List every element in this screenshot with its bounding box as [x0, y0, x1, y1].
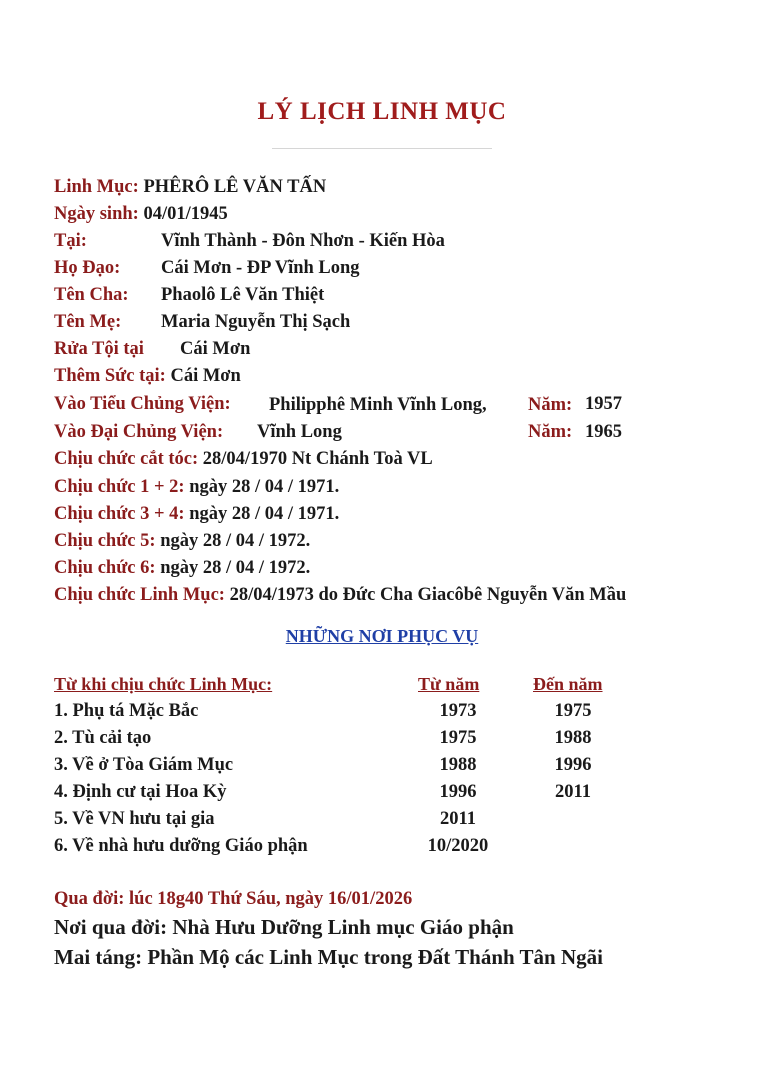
label-tai: Tại:: [54, 231, 87, 251]
label-chuc-3-4: Chịu chức 3 + 4:: [54, 504, 185, 524]
row-ngay-sinh: [54, 203, 228, 225]
label-ten-cha: Tên Cha:: [54, 285, 129, 305]
row-linh-muc: [54, 176, 326, 198]
service-place: 4. Định cư tại Hoa Kỳ: [54, 782, 227, 802]
value-cat-toc: 28/04/1970 Nt Chánh Toà VL: [202, 449, 433, 469]
row-chuc-1-2: [54, 476, 339, 498]
burial-place: Mai táng: Phần Mộ các Linh Mục trong Đất Thánh Tân Ngãi: [54, 945, 603, 969]
title-divider: [272, 148, 492, 149]
service-from: 1973: [439, 701, 477, 721]
service-place: 6. Về nhà hưu dưỡng Giáo phận: [54, 836, 308, 856]
service-row: [54, 781, 226, 803]
service-row: [54, 727, 151, 749]
service-from: 1996: [439, 782, 477, 802]
value-chuc-6: ngày 28 / 04 / 1972.: [160, 558, 311, 578]
service-place: 5. Về VN hưu tại gia: [54, 809, 215, 829]
value-ho-dao: Cái Mơn - ĐP Vĩnh Long: [161, 258, 360, 278]
value-dai-chung-vien: Vĩnh Long: [257, 422, 342, 442]
row-them-suc: [54, 365, 241, 387]
label-nam-dai: Năm:: [528, 422, 573, 442]
service-from: 1975: [439, 728, 477, 748]
document-title: LÝ LỊCH LINH MỤC: [257, 98, 507, 125]
service-to: 1988: [554, 728, 592, 748]
label-linh-muc: Linh Mục:: [54, 177, 139, 197]
label-chuc-6: Chịu chức 6:: [54, 558, 156, 578]
row-chuc-linh-muc: [54, 584, 626, 606]
service-place: 2. Tù cải tạo: [54, 728, 152, 748]
service-place: 3. Về ở Tòa Giám Mục: [54, 755, 234, 775]
service-from: 2011: [440, 809, 476, 829]
label-rua-toi: Rửa Tội tại: [54, 339, 144, 359]
value-chuc-linh-muc: 28/04/1973 do Đức Cha Giacôbê Nguyễn Văn Mầu: [229, 585, 627, 605]
value-ten-me: Maria Nguyễn Thị Sạch: [161, 312, 351, 332]
col-header-place: Từ khi chịu chức Linh Mục:: [54, 674, 273, 694]
label-ten-me: Tên Mẹ:: [54, 312, 122, 332]
label-dai-chung-vien: Vào Đại Chủng Viện:: [54, 422, 224, 442]
value-ten-cha: Phaolô Lê Văn Thiệt: [161, 285, 325, 305]
row-chuc-6: [54, 557, 310, 579]
service-to: 1996: [554, 755, 592, 775]
col-header-to: Đến năm: [533, 674, 603, 694]
value-rua-toi: Cái Mơn: [180, 339, 251, 359]
value-chuc-3-4: ngày 28 / 04 / 1971.: [189, 504, 340, 524]
label-chuc-5: Chịu chức 5:: [54, 531, 156, 551]
label-cat-toc: Chịu chức cắt tóc:: [54, 449, 199, 469]
value-linh-muc: PHÊRÔ LÊ VĂN TẤN: [143, 177, 327, 197]
value-them-suc: Cái Mơn: [170, 366, 241, 386]
value-ngay-sinh: 04/01/1945: [143, 204, 228, 224]
death-date: Qua đời: lúc 18g40 Thứ Sáu, ngày 16/01/2026: [54, 889, 413, 909]
death-place: Nơi qua đời: Nhà Hưu Dưỡng Linh mục Giáo phận: [54, 915, 514, 939]
service-row: [54, 808, 215, 830]
row-chuc-3-4: [54, 503, 339, 525]
service-heading: NHỮNG NƠI PHỤC VỤ: [285, 626, 479, 646]
service-from: 1988: [439, 755, 477, 775]
label-ho-dao: Họ Đạo:: [54, 258, 121, 278]
value-chuc-5: ngày 28 / 04 / 1972.: [160, 531, 311, 551]
col-header-from: Từ năm: [418, 674, 480, 694]
label-chuc-1-2: Chịu chức 1 + 2:: [54, 477, 185, 497]
service-to: 2011: [555, 782, 591, 802]
value-tai: Vĩnh Thành - Đôn Nhơn - Kiến Hòa: [161, 231, 445, 251]
label-them-suc: Thêm Sức tại:: [54, 366, 166, 386]
row-cat-toc: [54, 448, 433, 470]
service-row: [54, 835, 308, 857]
value-nam-tieu: 1957: [585, 394, 622, 414]
label-chuc-linh-muc: Chịu chức Linh Mục:: [54, 585, 225, 605]
service-row: [54, 754, 233, 776]
service-to: 1975: [554, 701, 592, 721]
row-chuc-5: [54, 530, 310, 552]
service-row: [54, 700, 198, 722]
label-tieu-chung-vien: Vào Tiểu Chủng Viện:: [54, 394, 231, 414]
label-ngay-sinh: Ngày sinh:: [54, 204, 139, 224]
label-nam-tieu: Năm:: [528, 395, 573, 415]
value-chuc-1-2: ngày 28 / 04 / 1971.: [189, 477, 340, 497]
service-place: 1. Phụ tá Mặc Bắc: [54, 701, 199, 721]
value-tieu-chung-vien: Philipphê Minh Vĩnh Long,: [269, 395, 487, 415]
value-nam-dai: 1965: [585, 422, 622, 442]
service-from: 10/2020: [427, 836, 489, 856]
